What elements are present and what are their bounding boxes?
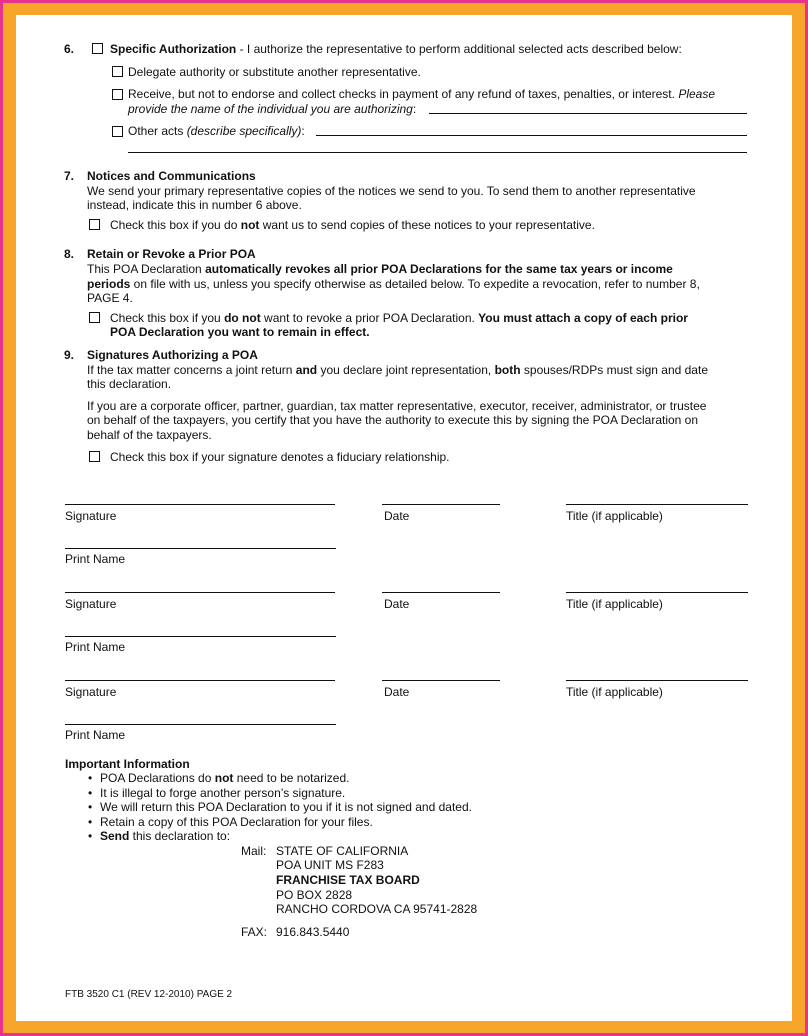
section-8-check-label (110, 311, 688, 325)
other-acts-describe: (describe specifically) (186, 124, 302, 138)
s9-p1-d: both (494, 363, 521, 377)
receive-checks-text: Receive, but not to endorse and collect checks in payment of any refund of taxes, penalties, or interest. (128, 87, 675, 101)
mail-line-2: POA UNIT MS F283 (276, 858, 384, 872)
s7-check-text-a: Check this box if you do (110, 218, 241, 232)
section-8-title: Retain or Revoke a Prior POA (87, 247, 256, 261)
mail-line-4: PO BOX 2828 (276, 888, 353, 902)
date-line-2[interactable] (382, 592, 500, 593)
signature-line-2[interactable] (65, 592, 335, 593)
bullet-2-text: It is illegal to forge another person’s signature. (100, 786, 346, 800)
page-frame (3, 3, 805, 1033)
bullet-3-text: We will return this POA Declaration to you if it is not signed and dated. (100, 800, 472, 814)
section-6-checkbox[interactable] (92, 43, 103, 54)
mail-line-5: RANCHO CORDOVA CA 95741-2828 (276, 902, 478, 916)
title-line-1[interactable] (566, 504, 748, 505)
section-7-check-label (110, 218, 595, 232)
title-label-2: Title (if applicable) (566, 597, 663, 611)
bullet-2-marker: • (88, 786, 93, 800)
form-footer: FTB 3520 C1 (REV 12-2010) PAGE 2 (65, 989, 233, 1000)
b5-b: this declaration to: (129, 829, 231, 843)
section-6-number: 6. (64, 42, 75, 56)
s8-p1-b: automatically revokes all prior POA Declarations for the same tax years or income (205, 262, 673, 276)
mail-label: Mail: (241, 844, 267, 858)
section-7-line-2: instead, indicate this in number 6 above. (87, 198, 302, 212)
date-label-1: Date (384, 509, 410, 523)
date-label-3: Date (384, 685, 410, 699)
s8-check-d: You must attach a copy of each prior (478, 311, 688, 325)
title-line-3[interactable] (566, 680, 748, 681)
bullet-3-marker: • (88, 800, 93, 814)
s8-check-b: do not (224, 311, 261, 325)
section-8-checkbox[interactable] (89, 312, 100, 323)
title-label-3: Title (if applicable) (566, 685, 663, 699)
print-name-label-1: Print Name (65, 552, 126, 566)
section-9-line-1 (87, 363, 708, 377)
title-line-2[interactable] (566, 592, 748, 593)
receive-checks-label (128, 87, 715, 101)
s9-p1-e: spouses/RDPs must sign and date (520, 363, 708, 377)
s8-p1-a: This POA Declaration (87, 262, 206, 276)
section-9-number: 9. (64, 348, 75, 362)
bullet-1-text (100, 771, 349, 785)
section-7-checkbox[interactable] (89, 219, 100, 230)
bullet-1-marker: • (88, 771, 93, 785)
fax-label: FAX: (241, 925, 268, 939)
s8-check-c: want to revoke a prior POA Declaration. (260, 311, 479, 325)
section-8-check-label-2: POA Declaration you want to remain in effect. (110, 325, 370, 339)
s9-p1-b: and (295, 363, 318, 377)
important-heading: Important Information (65, 757, 190, 771)
signature-line-1[interactable] (65, 504, 335, 505)
print-name-label-2: Print Name (65, 640, 126, 654)
other-acts-colon: : (301, 124, 305, 138)
section-6-title: Specific Authorization (110, 42, 237, 56)
bullet-4-marker: • (88, 815, 93, 829)
signature-line-3[interactable] (65, 680, 335, 681)
section-7-line-1: We send your primary representative copies of the notices we send to you. To send them to another representative (87, 184, 696, 198)
other-acts-text: Other acts (128, 124, 187, 138)
print-name-line-1[interactable] (65, 548, 336, 549)
b1-b: not (214, 771, 234, 785)
s7-check-text-c: want us to send copies of these notices to your representative. (259, 218, 595, 232)
other-acts-label (128, 124, 305, 138)
section-7-number: 7. (64, 169, 75, 183)
section-8-number: 8. (64, 247, 75, 261)
date-line-1[interactable] (382, 504, 500, 505)
signature-label-1: Signature (65, 509, 117, 523)
section-9-line-2: this declaration. (87, 377, 172, 391)
b1-a: POA Declarations do (100, 771, 215, 785)
s8-p2-a: periods (87, 277, 131, 291)
section-7-title: Notices and Communications (87, 169, 256, 183)
s8-check-a: Check this box if you (110, 311, 225, 325)
b5-a: Send (100, 829, 130, 843)
mail-line-1: STATE OF CALIFORNIA (276, 844, 409, 858)
b1-c: need to be notarized. (233, 771, 350, 785)
other-acts-checkbox[interactable] (112, 126, 123, 137)
receive-checks-label-2 (128, 102, 416, 116)
other-acts-line-1[interactable] (316, 135, 747, 136)
section-9-title: Signatures Authorizing a POA (87, 348, 258, 362)
section-6-intro: - I authorize the representative to perform additional selected acts described below: (236, 42, 682, 56)
section-9-p2-line-2: on behalf of the taxpayers, you certify that you have the authority to execute this by signing the POA Declaration on (87, 413, 699, 427)
bullet-5-text (100, 829, 230, 843)
title-label-1: Title (if applicable) (566, 509, 663, 523)
delegate-authority-label: Delegate authority or substitute another representative. (128, 65, 421, 79)
authorized-individual-colon: : (412, 102, 417, 116)
s9-p1-c: you declare joint representation, (317, 363, 495, 377)
delegate-authority-checkbox[interactable] (112, 66, 123, 77)
bullet-4-text: Retain a copy of this POA Declaration for your files. (100, 815, 373, 829)
fiduciary-label: Check this box if your signature denotes a fiduciary relationship. (110, 450, 450, 464)
section-9-p2-line-1: If you are a corporate officer, partner, guardian, tax matter representative, executor, receiver, administrator, or trustee (87, 399, 707, 413)
section-8-line-3: PAGE 4. (87, 291, 133, 305)
authorized-individual-line[interactable] (429, 113, 747, 114)
print-name-line-2[interactable] (65, 636, 336, 637)
print-name-label-3: Print Name (65, 728, 126, 742)
authorized-individual-prompt: provide the name of the individual you are authorizing (128, 102, 413, 116)
s7-check-text-b: not (240, 218, 260, 232)
s9-p1-a: If the tax matter concerns a joint return (87, 363, 296, 377)
signature-label-2: Signature (65, 597, 117, 611)
fiduciary-checkbox[interactable] (89, 451, 100, 462)
section-6-heading (110, 42, 682, 56)
date-line-3[interactable] (382, 680, 500, 681)
section-8-line-2 (87, 277, 700, 291)
print-name-line-3[interactable] (65, 724, 336, 725)
section-8-line-1 (87, 262, 673, 276)
mail-line-3: FRANCHISE TAX BOARD (276, 873, 420, 887)
bullet-5-marker: • (88, 829, 93, 843)
receive-checks-checkbox[interactable] (112, 89, 123, 100)
signature-label-3: Signature (65, 685, 117, 699)
other-acts-line-2[interactable] (128, 152, 747, 153)
fax-number: 916.843.5440 (276, 925, 350, 939)
receive-checks-please: Please (674, 87, 716, 101)
section-9-p2-line-3: behalf of the taxpayers. (87, 428, 212, 442)
s8-p2-b: on file with us, unless you specify otherwise as detailed below. To expedite a revocation, refer to number 8, (130, 277, 700, 291)
date-label-2: Date (384, 597, 410, 611)
form-page (16, 15, 792, 1021)
